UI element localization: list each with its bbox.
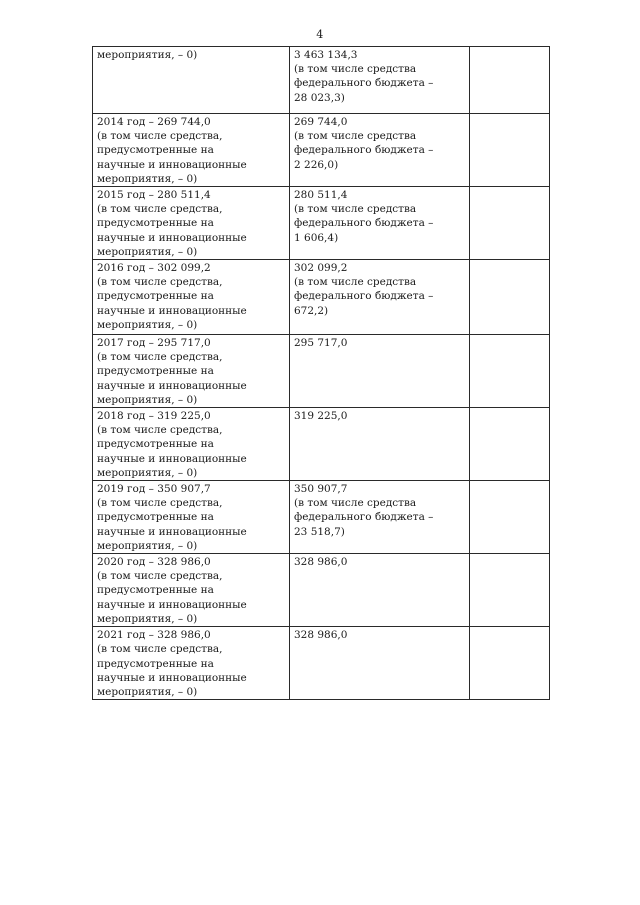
amount-cell: 3 463 134,3 (в том числе средства федерального бюджета – 28 023,3) <box>290 47 470 114</box>
table-row <box>93 260 550 335</box>
amount-cell: 269 744,0 (в том числе средства федерального бюджета – 2 226,0) <box>290 114 470 187</box>
table-row <box>93 481 550 554</box>
year-total-cell: 2015 год – 280 511,4 (в том числе средства, предусмотренные на научные и инновационные мероприятия, – 0) <box>93 187 290 260</box>
year-total-cell: 2020 год – 328 986,0 (в том числе средства, предусмотренные на научные и инновационные мероприятия, – 0) <box>93 554 290 627</box>
amount-cell: 295 717,0 <box>290 335 470 408</box>
table-row <box>93 114 550 187</box>
table-row <box>93 187 550 260</box>
table-row <box>93 47 550 114</box>
amount-cell: 280 511,4 (в том числе средства федерального бюджета – 1 606,4) <box>290 187 470 260</box>
table-row <box>93 627 550 700</box>
year-total-cell: 2019 год – 350 907,7 (в том числе средства, предусмотренные на научные и инновационные мероприятия, – 0) <box>93 481 290 554</box>
year-total-cell: мероприятия, – 0) <box>93 47 290 114</box>
year-total-cell: 2018 год – 319 225,0 (в том числе средства, предусмотренные на научные и инновационные мероприятия, – 0) <box>93 408 290 481</box>
budget-table-body <box>93 47 550 700</box>
amount-cell: 328 986,0 <box>290 554 470 627</box>
table-row <box>93 554 550 627</box>
empty-cell <box>470 47 550 114</box>
year-total-cell: 2016 год – 302 099,2 (в том числе средства, предусмотренные на научные и инновационные мероприятия, – 0) <box>93 260 290 335</box>
amount-cell: 302 099,2 (в том числе средства федерального бюджета – 672,2) <box>290 260 470 335</box>
page-number: 4 <box>316 28 324 41</box>
empty-cell <box>470 335 550 408</box>
amount-cell: 350 907,7 (в том числе средства федерального бюджета – 23 518,7) <box>290 481 470 554</box>
empty-cell <box>470 554 550 627</box>
table-row <box>93 408 550 481</box>
empty-cell <box>470 260 550 335</box>
year-total-cell: 2021 год – 328 986,0 (в том числе средства, предусмотренные на научные и инновационные мероприятия, – 0) <box>93 627 290 700</box>
amount-cell: 319 225,0 <box>290 408 470 481</box>
year-total-cell: 2014 год – 269 744,0 (в том числе средства, предусмотренные на научные и инновационные мероприятия, – 0) <box>93 114 290 187</box>
budget-table <box>92 46 550 700</box>
empty-cell <box>470 114 550 187</box>
amount-cell: 328 986,0 <box>290 627 470 700</box>
year-total-cell: 2017 год – 295 717,0 (в том числе средства, предусмотренные на научные и инновационные мероприятия, – 0) <box>93 335 290 408</box>
empty-cell <box>470 408 550 481</box>
table-row <box>93 335 550 408</box>
empty-cell <box>470 481 550 554</box>
empty-cell <box>470 187 550 260</box>
empty-cell <box>470 627 550 700</box>
